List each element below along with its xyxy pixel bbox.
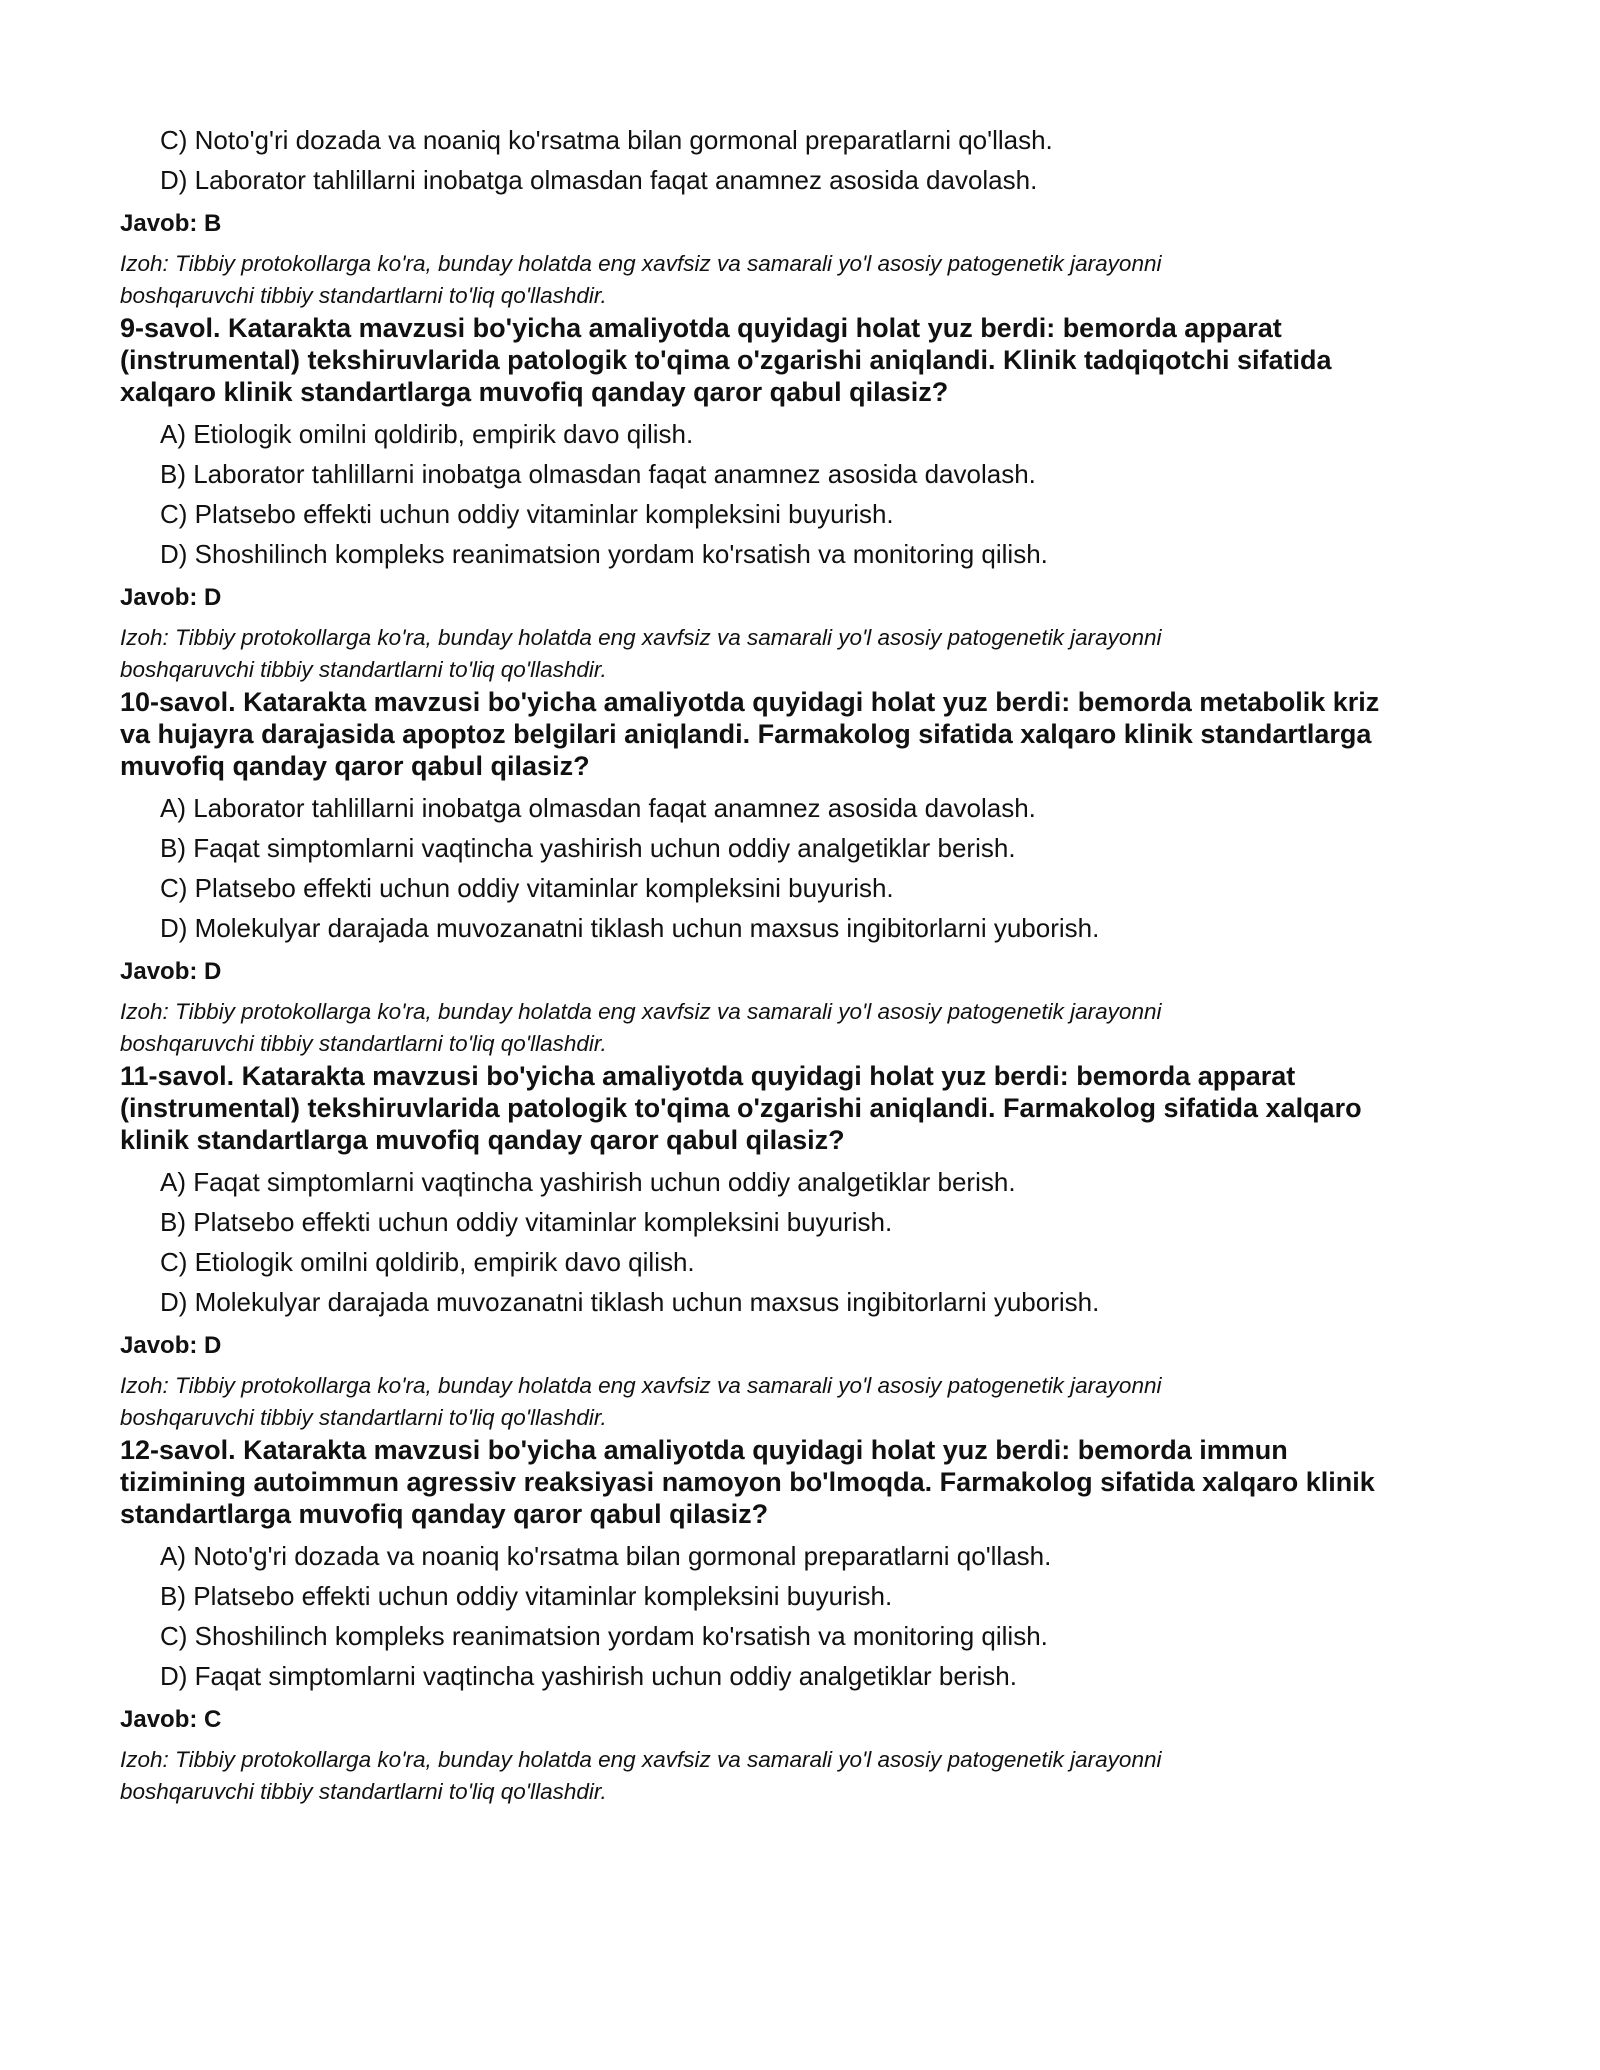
explanation-line: Izoh: Tibbiy protokollarga ko'ra, bunday holatda eng xavfsiz va samarali yo'l asosiy patogenetik jarayonni [120, 625, 1162, 650]
question-title [120, 686, 1480, 782]
question-title-line: tizimining autoimmun agressiv reaksiyasi namoyon bo'lmoqda. Farmakolog sifatida xalqaro klinik [120, 1467, 1375, 1497]
option-d: D) Molekulyar darajada muvozanatni tiklash uchun maxsus ingibitorlarni yuborish. [160, 1287, 1100, 1317]
question-title-line: (instrumental) tekshiruvlarida patologik to'qima o'zgarishi aniqlandi. Farmakolog sifatida xalqaro [120, 1093, 1362, 1123]
option-b: B) Platsebo effekti uchun oddiy vitaminlar kompleksini buyurish. [160, 1207, 893, 1237]
option-c: C) Noto'g'ri dozada va noaniq ko'rsatma bilan gormonal preparatlarni qo'llash. [160, 125, 1053, 155]
option-c: C) Platsebo effekti uchun oddiy vitaminlar kompleksini buyurish. [160, 873, 894, 903]
question-12 [120, 1434, 1480, 1808]
option-d: D) Laborator tahlillarni inobatga olmasdan faqat anamnez asosida davolash. [160, 165, 1038, 195]
explanation-line: Izoh: Tibbiy protokollarga ko'ra, bunday holatda eng xavfsiz va samarali yo'l asosiy patogenetik jarayonni [120, 999, 1162, 1024]
option-d: D) Shoshilinch kompleks reanimatsion yordam ko'rsatish va monitoring qilish. [160, 539, 1048, 569]
question-11 [120, 1060, 1480, 1434]
explanation-line: boshqaruvchi tibbiy standartlarni to'liq qo'llashdir. [120, 283, 607, 308]
explanation-line: boshqaruvchi tibbiy standartlarni to'liq qo'llashdir. [120, 1405, 607, 1430]
explanation-line: boshqaruvchi tibbiy standartlarni to'liq qo'llashdir. [120, 1031, 607, 1056]
answer-label: Javob: D [120, 1332, 222, 1359]
question-10 [120, 686, 1480, 1060]
option-b: B) Laborator tahlillarni inobatga olmasdan faqat anamnez asosida davolash. [160, 459, 1036, 489]
explanation-line: Izoh: Tibbiy protokollarga ko'ra, bunday holatda eng xavfsiz va samarali yo'l asosiy patogenetik jarayonni [120, 1373, 1162, 1398]
explanation-line: Izoh: Tibbiy protokollarga ko'ra, bunday holatda eng xavfsiz va samarali yo'l asosiy patogenetik jarayonni [120, 251, 1162, 276]
question-8-continuation [120, 120, 1480, 312]
option-d: D) Faqat simptomlarni vaqtincha yashirish uchun oddiy analgetiklar berish. [160, 1661, 1017, 1691]
option-c: C) Platsebo effekti uchun oddiy vitaminlar kompleksini buyurish. [160, 499, 894, 529]
answer-label: Javob: C [120, 1706, 222, 1733]
option-c: C) Shoshilinch kompleks reanimatsion yordam ko'rsatish va monitoring qilish. [160, 1621, 1048, 1651]
option-a: A) Faqat simptomlarni vaqtincha yashirish uchun oddiy analgetiklar berish. [160, 1167, 1016, 1197]
question-title [120, 1060, 1480, 1156]
question-title-line: klinik standartlarga muvofiq qanday qaror qabul qilasiz? [120, 1125, 845, 1155]
option-b: B) Platsebo effekti uchun oddiy vitaminlar kompleksini buyurish. [160, 1581, 893, 1611]
option-a: A) Laborator tahlillarni inobatga olmasdan faqat anamnez asosida davolash. [160, 793, 1036, 823]
question-title-line: 10-savol. Katarakta mavzusi bo'yicha amaliyotda quyidagi holat yuz berdi: bemorda metabolik kriz [120, 687, 1380, 717]
question-title-line: muvofiq qanday qaror qabul qilasiz? [120, 751, 590, 781]
explanation-line: Izoh: Tibbiy protokollarga ko'ra, bunday holatda eng xavfsiz va samarali yo'l asosiy patogenetik jarayonni [120, 1747, 1162, 1772]
question-title-line: (instrumental) tekshiruvlarida patologik to'qima o'zgarishi aniqlandi. Klinik tadqiqotchi sifatida [120, 345, 1332, 375]
question-title-line: 11-savol. Katarakta mavzusi bo'yicha amaliyotda quyidagi holat yuz berdi: bemorda apparat [120, 1061, 1296, 1091]
option-b: B) Faqat simptomlarni vaqtincha yashirish uchun oddiy analgetiklar berish. [160, 833, 1016, 863]
option-c: C) Etiologik omilni qoldirib, empirik davo qilish. [160, 1247, 695, 1277]
explanation-line: boshqaruvchi tibbiy standartlarni to'liq qo'llashdir. [120, 657, 607, 682]
option-a: A) Noto'g'ri dozada va noaniq ko'rsatma bilan gormonal preparatlarni qo'llash. [160, 1541, 1052, 1571]
question-title-line: standartlarga muvofiq qanday qaror qabul qilasiz? [120, 1499, 769, 1529]
option-d: D) Molekulyar darajada muvozanatni tiklash uchun maxsus ingibitorlarni yuborish. [160, 913, 1100, 943]
question-title-line: 9-savol. Katarakta mavzusi bo'yicha amaliyotda quyidagi holat yuz berdi: bemorda apparat [120, 313, 1282, 343]
question-9 [120, 312, 1480, 686]
question-title-line: xalqaro klinik standartlarga muvofiq qanday qaror qabul qilasiz? [120, 377, 949, 407]
answer-label: Javob: D [120, 958, 222, 985]
explanation-line: boshqaruvchi tibbiy standartlarni to'liq qo'llashdir. [120, 1779, 607, 1804]
answer-label: Javob: B [120, 210, 222, 237]
answer-label: Javob: D [120, 584, 222, 611]
question-title [120, 1434, 1480, 1530]
question-title-line: 12-savol. Katarakta mavzusi bo'yicha amaliyotda quyidagi holat yuz berdi: bemorda immun [120, 1435, 1288, 1465]
question-title [120, 312, 1480, 408]
option-a: A) Etiologik omilni qoldirib, empirik davo qilish. [160, 419, 694, 449]
question-title-line: va hujayra darajasida apoptoz belgilari aniqlandi. Farmakolog sifatida xalqaro klinik standartlarga [120, 719, 1372, 749]
